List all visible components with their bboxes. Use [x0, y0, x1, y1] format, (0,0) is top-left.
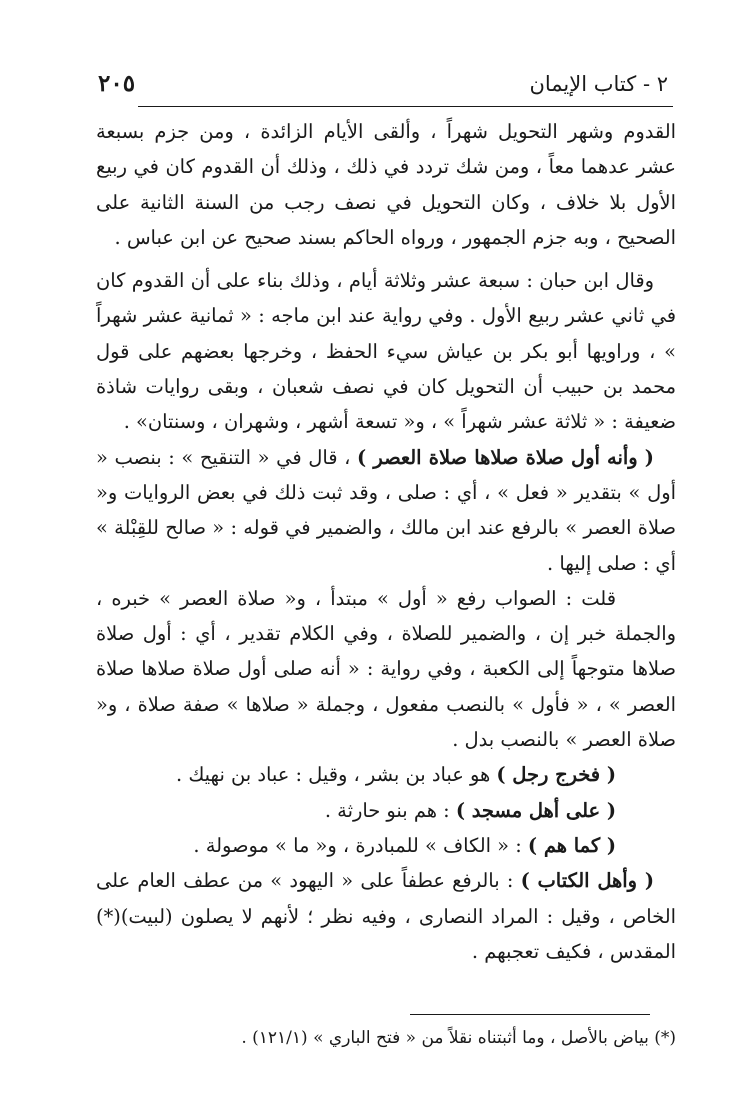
paragraph: [96, 440, 676, 581]
hadith-quote: ( على أهل مسجد ): [455, 798, 616, 822]
hadith-quote: ( وأهل الكتاب ): [520, 869, 654, 893]
paragraph: [96, 263, 676, 439]
paragraph: [96, 757, 676, 792]
paragraph-text: وقال ابن حبان : سبعة عشر وثلاثة أيام ، وذلك بناء على أن القدوم كان في ثاني عشر ربيع الأول . وفي رواية عند ابن ماجه : « ثمانية عشر شهراً » ، وراويها أبو بكر بن عياش سيء الحفظ ، وخرجها بعضهم على قول محمد بن حبيب أن التحويل كان في نصف شعبان ، وبقى روايات شاذة ضعيفة : « ثلاثة عشر شهراً » ، و« تسعة أشهر ، وشهران ، وسنتان» .: [96, 269, 676, 434]
hadith-quote: ( وأنه أول صلاة صلاها صلاة العصر ): [357, 445, 654, 469]
running-header: [96, 68, 672, 108]
paragraph: [96, 793, 676, 828]
footnote: (*) بياض بالأصل ، وما أثبتناه نقلاً من « فتح الباري » (١٢١/١) .: [241, 1028, 676, 1048]
paragraph-text: : « الكاف » للمبادرة ، و« ما » موصولة .: [193, 833, 528, 857]
paragraph: [96, 863, 676, 969]
paragraph-text: : بالرفع عطفاً على « اليهود » من عطف العام على الخاص ، وقيل : المراد النصارى ، وفيه نظر ؛ لأنهم لا يصلون (لبيت)(*) المقدس ، فكيف تعجبهم .: [96, 869, 676, 963]
footnote-divider: [410, 1014, 650, 1015]
paragraph-text: القدوم وشهر التحويل شهراً ، وألقى الأيام الزائدة ، ومن جزم بسبعة عشر عدهما معاً ، ومن شك تردد في ذلك ، وذلك أن القدوم كان في ربيع الأول بلا خلاف ، وكان التحويل في نصف رجب من السنة الثانية على الصحيح ، وبه جزم الجمهور ، ورواه الحاكم بسند صحيح عن ابن عباس .: [96, 120, 676, 249]
main-text: [96, 114, 676, 969]
hadith-quote: ( كما هم ): [527, 833, 616, 857]
paragraph: [96, 114, 676, 255]
hadith-quote: ( فخرج رجل ): [496, 763, 616, 787]
paragraph: [96, 581, 676, 757]
paragraph-text: ، قال في « التنقيح » : بنصب « أول » بتقدير « فعل » ، أي : صلى ، وقد ثبت ذلك في بعض الروايات و« صلاة العصر » بالرفع عند ابن مالك ، والضمير في قوله : « صالح للقِبْلة » أي : صلى إليها .: [96, 445, 676, 575]
header-divider: [138, 106, 673, 107]
page-number: ٢٠٥: [98, 70, 136, 97]
paragraph-text: قلت : الصواب رفع « أول » مبتدأ ، و« صلاة العصر » خبره ، والجملة خبر إن ، والضمير للصلاة ، وفي الكلام تقدير ، أي : أول صلاة صلاها متوجهاً إلى الكعبة ، وفي رواية : « أنه صلى أول صلاة صلاها صلاة العصر » ، « فأول » بالنصب مفعول ، وجملة « صلاها » صفة صلاة ، و« صلاة العصر » بالنصب بدل .: [96, 586, 676, 752]
paragraph: [96, 828, 676, 863]
paragraph-text: : هم بنو حارثة .: [324, 798, 456, 822]
chapter-title: ٢ - كتاب الإيمان: [529, 72, 668, 96]
paragraph-text: هو عباد بن بشر ، وقيل : عباد بن نهيك .: [176, 763, 497, 787]
